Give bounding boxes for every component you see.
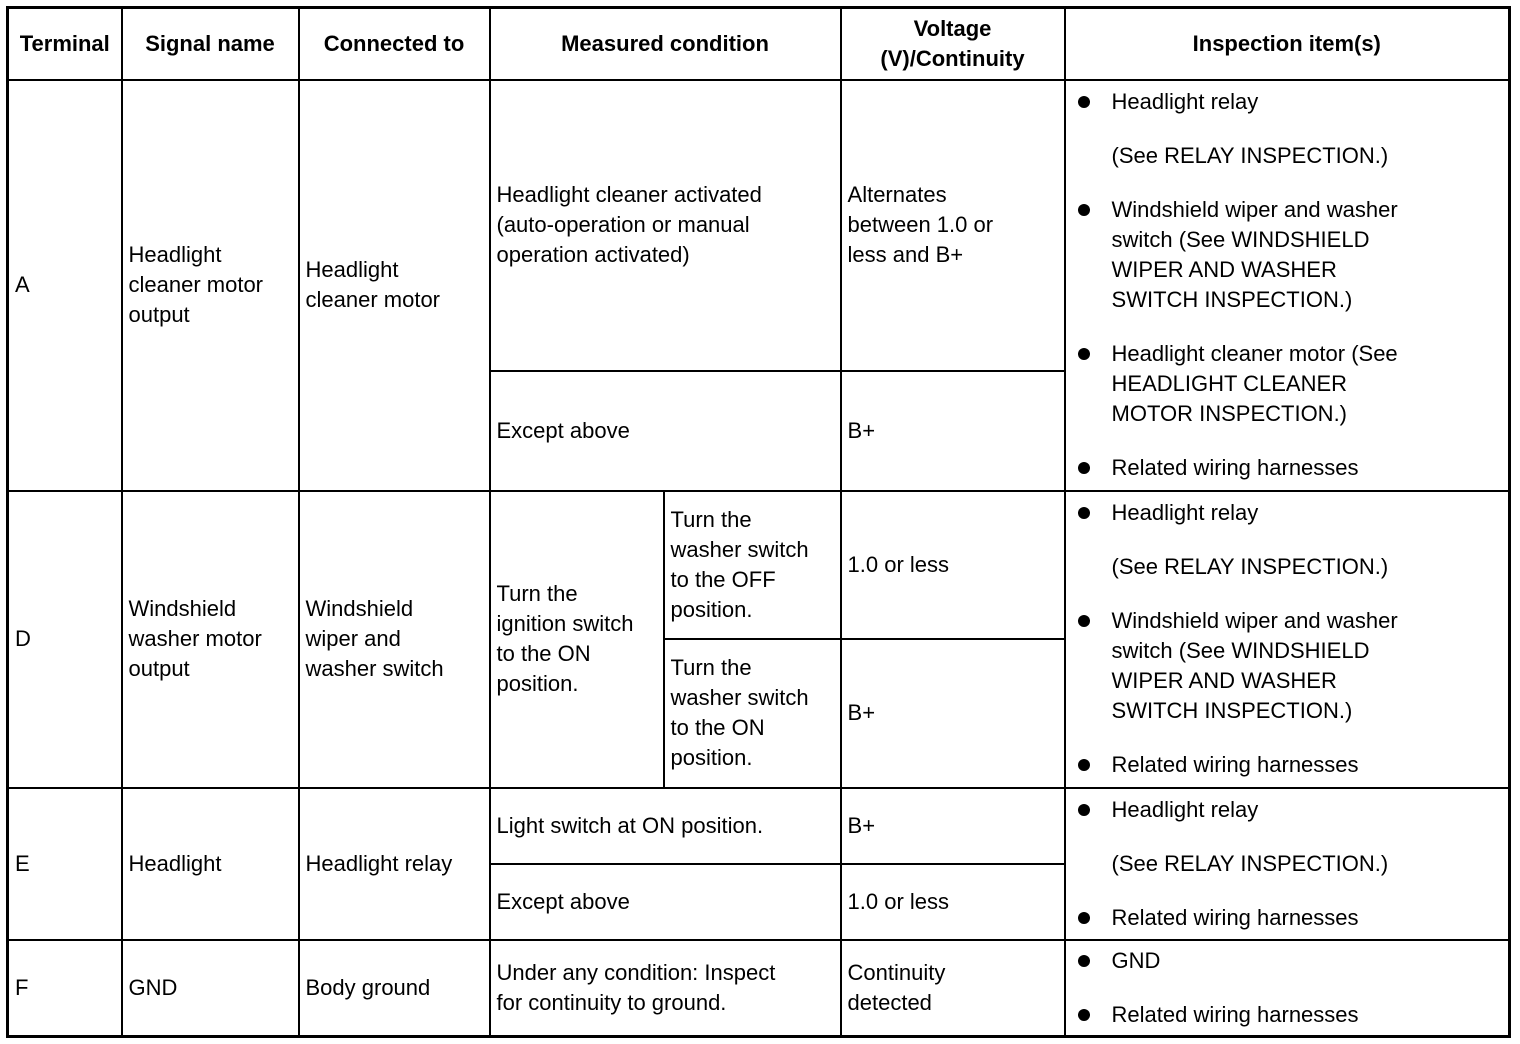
voltage-cell: Alternates between 1.0 or less and B+ [841,80,1065,371]
signal-name-cell: GND [122,940,299,1037]
measured-condition-cell: Except above [490,371,841,491]
bullet-icon [1078,804,1090,816]
connected-to-cell: Windshield wiper and washer switch [299,491,490,788]
bullet-icon [1078,96,1090,108]
inspection-item: Headlight cleaner motor (See HEADLIGHT CLEANER MOTOR INSPECTION.) [1112,339,1503,429]
terminal-cell: A [8,80,122,491]
inspection-list [1072,87,1503,483]
bullet-icon [1078,348,1090,360]
inspection-note: (See RELAY INSPECTION.) [1111,850,1389,876]
signal-name-cell: Headlight cleaner motor output [122,80,299,491]
voltage-cell: B+ [841,788,1065,864]
bullet-icon [1078,759,1090,771]
inspection-item: Related wiring harnesses [1112,750,1503,780]
voltage-cell: B+ [841,371,1065,491]
measured-condition-cell: Headlight cleaner activated (auto-operation or manual operation activated) [490,80,841,371]
bullet-icon [1078,462,1090,474]
inspection-item: Windshield wiper and washer switch (See WINDSHIELD WIPER AND WASHER SWITCH INSPECTION.) [1112,606,1503,726]
bullet-icon [1078,1009,1090,1021]
terminal-cell: E [8,788,122,940]
header-terminal: Terminal [8,8,122,80]
inspection-item: Headlight relay [1112,795,1503,825]
inspection-items-cell [1065,940,1510,1037]
terminal-cell: D [8,491,122,788]
signal-name-cell: Headlight [122,788,299,940]
inspection-items-cell [1065,491,1510,788]
connected-to-cell: Headlight relay [299,788,490,940]
inspection-item: Headlight relay [1112,87,1503,117]
inspection-items-cell [1065,788,1510,940]
inspection-list [1072,946,1503,1030]
bullet-icon [1078,615,1090,627]
header-row [8,8,1510,80]
measured-condition-cell: Except above [490,864,841,940]
inspection-list [1072,498,1503,780]
header-inspection-items: Inspection item(s) [1065,8,1510,80]
table-row [8,940,1510,1037]
inspection-item: Related wiring harnesses [1112,453,1503,483]
bullet-icon [1078,912,1090,924]
inspection-item: GND [1112,946,1503,976]
inspection-item: Related wiring harnesses [1112,1000,1503,1030]
bullet-icon [1078,507,1090,519]
voltage-cell: B+ [841,639,1065,788]
header-signal-name: Signal name [122,8,299,80]
table-row [8,491,1510,639]
bullet-icon [1078,955,1090,967]
bullet-icon [1078,204,1090,216]
inspection-item: Headlight relay [1112,498,1503,528]
terminal-inspection-table [6,6,1511,1038]
page [6,6,1508,1038]
inspection-note: (See RELAY INSPECTION.) [1111,143,1389,168]
header-voltage: Voltage (V)/Continuity [841,8,1065,80]
inspection-item: Related wiring harnesses [1112,903,1503,933]
connected-to-cell: Headlight cleaner motor [299,80,490,491]
inspection-item: Windshield wiper and washer switch (See WINDSHIELD WIPER AND WASHER SWITCH INSPECTION.) [1112,195,1503,315]
terminal-cell: F [8,940,122,1037]
signal-name-cell: Windshield washer motor output [122,491,299,788]
table-row [8,788,1510,864]
measured-condition-cell: Under any condition: Inspect for continuity to ground. [490,940,841,1037]
inspection-items-cell [1065,80,1510,491]
measured-condition-cell: Light switch at ON position. [490,788,841,864]
sub-condition-cell: Turn the washer switch to the ON position. [664,639,841,788]
sub-condition-cell: Turn the washer switch to the OFF position. [664,491,841,639]
table-row [8,80,1510,371]
voltage-cell: 1.0 or less [841,864,1065,940]
connected-to-cell: Body ground [299,940,490,1037]
measured-condition-cell: Turn the ignition switch to the ON position. [490,491,664,788]
voltage-cell: 1.0 or less [841,491,1065,639]
header-connected-to: Connected to [299,8,490,80]
inspection-list [1072,795,1503,933]
inspection-note: (See RELAY INSPECTION.) [1111,554,1389,579]
header-measured-condition: Measured condition [490,8,841,80]
voltage-cell: Continuity detected [841,940,1065,1037]
